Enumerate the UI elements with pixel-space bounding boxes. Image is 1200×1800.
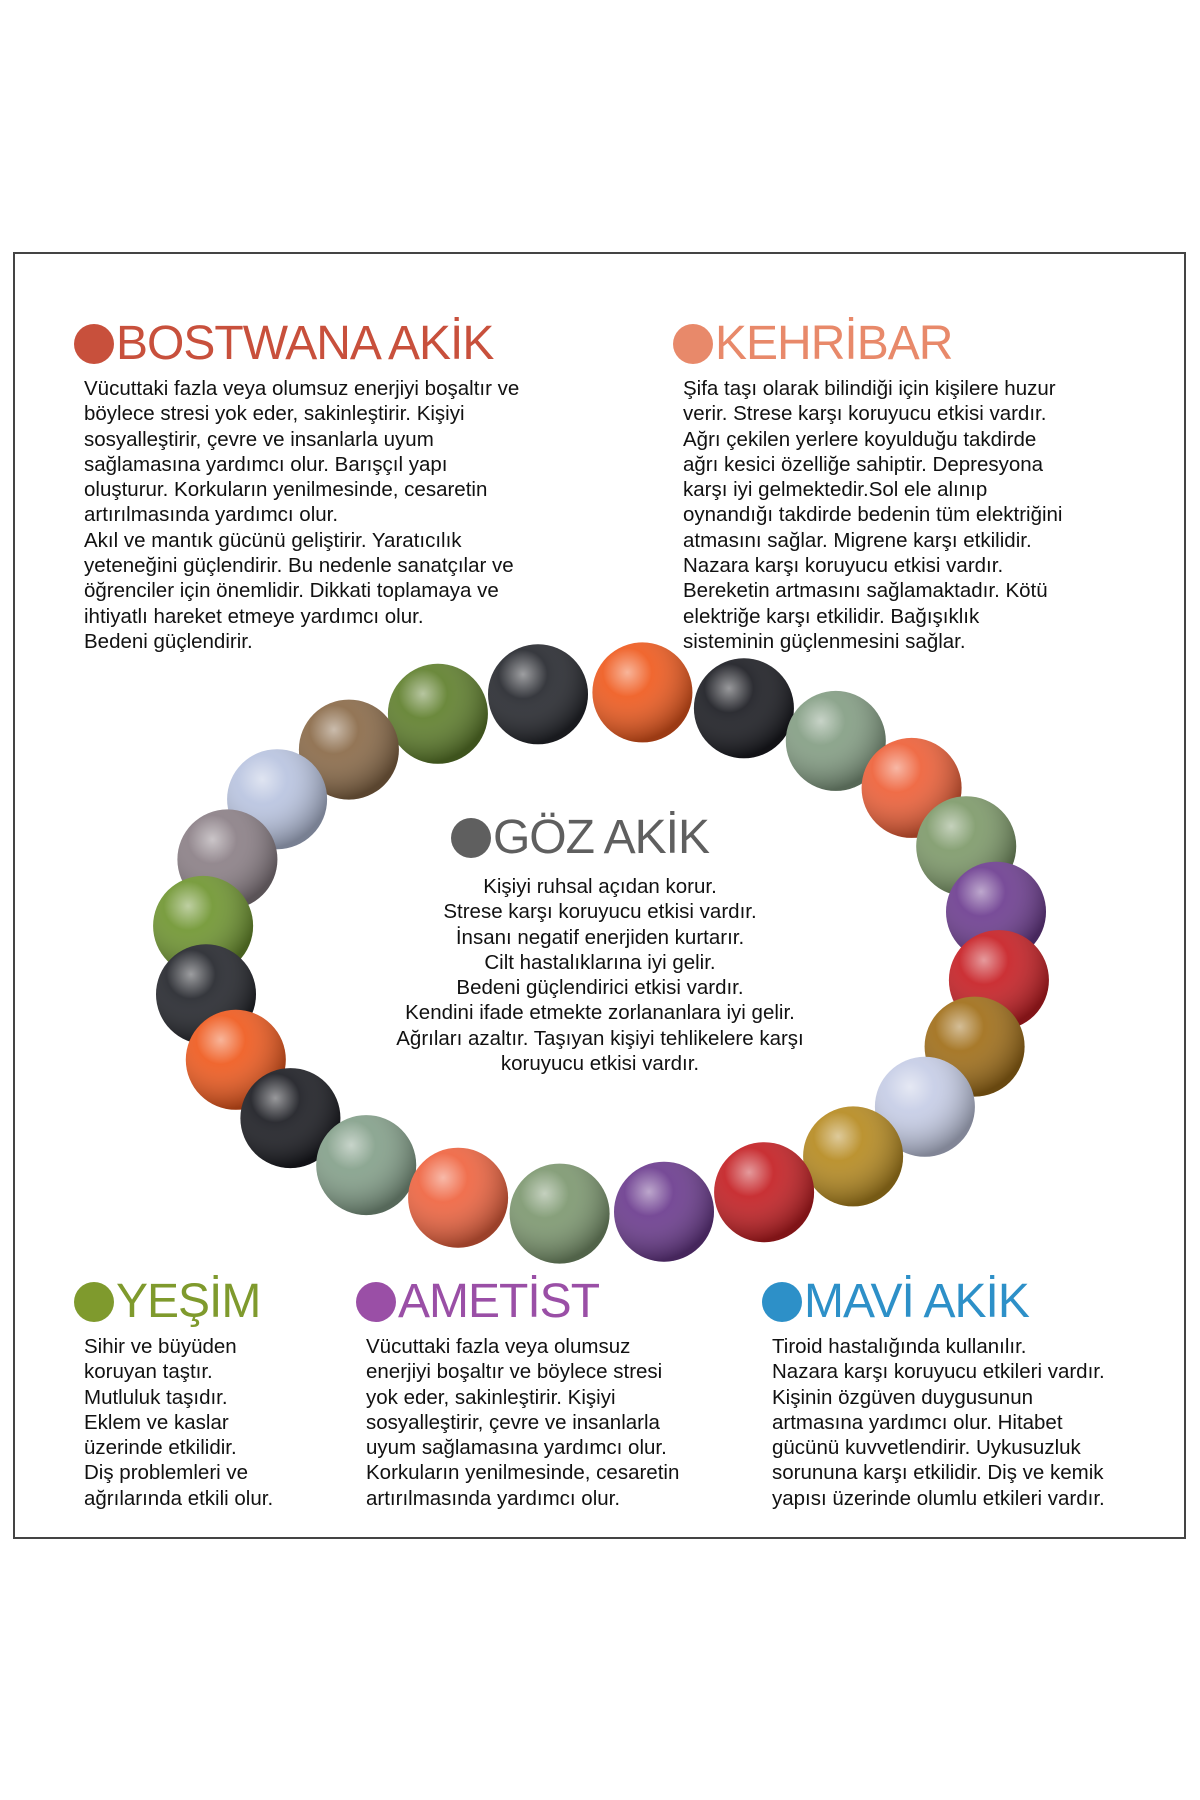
bead-shine xyxy=(510,1164,610,1264)
description-line: enerjiyi boşaltır ve böylece stresi xyxy=(366,1360,663,1384)
description-line: Kendini ifade etmekte zorlananlara iyi gelir. xyxy=(405,1001,795,1025)
bead-shine xyxy=(803,1106,903,1206)
description-line: yapısı üzerinde olumlu etkileri vardır. xyxy=(772,1486,1105,1510)
description-line: koruyucu etkisi vardır. xyxy=(500,1052,700,1076)
circle-bullet-icon xyxy=(356,1282,396,1322)
description-line: sisteminin güçlenmesini sağlar. xyxy=(683,629,966,653)
title-text: KEHRİBAR xyxy=(715,317,953,370)
description-line: Sihir ve büyüden xyxy=(84,1335,237,1358)
description-line: Eklem ve kaslar xyxy=(84,1410,229,1434)
bead-shine xyxy=(388,664,488,764)
title-text: GÖZ AKİK xyxy=(492,811,710,864)
description-line: sosyalleştirir, çevre ve insanlarla xyxy=(366,1410,660,1434)
description-line: ağrılarında etkili olur. xyxy=(84,1486,274,1510)
description-line: atmasını sağlar. Migrene karşı etkilidir. xyxy=(683,528,1032,552)
description-line: Nazara karşı koruyucu etkileri vardır. xyxy=(772,1360,1105,1384)
section-description xyxy=(74,376,594,654)
description-line: oynandığı takdirde bedenin tüm elektriğini xyxy=(683,503,1063,527)
section-title xyxy=(290,812,870,864)
description-line: Cilt hastalıklarına iyi gelir. xyxy=(484,950,716,974)
description-line: oluşturur. Korkuların yenilmesinde, cesaretin xyxy=(84,478,488,502)
description-line: uyum sağlamasına yardımcı olur. xyxy=(366,1436,667,1460)
section-description xyxy=(330,874,870,1076)
description-line: Vücuttaki fazla veya olumsuz enerjiyi boşaltır ve xyxy=(84,377,520,400)
description-line: artırılmasında yardımcı olur. xyxy=(366,1486,621,1510)
description-line: İnsanı negatif enerjiden kurtarır. xyxy=(455,925,745,949)
section-title xyxy=(356,1276,736,1328)
description-line: Kişinin özgüven duygusunun xyxy=(772,1385,1033,1409)
title-text: MAVİ AKİK xyxy=(804,1275,1029,1328)
description-line: sağlamasına yardımcı olur. Barışçıl yapı xyxy=(84,452,448,476)
circle-bullet-icon xyxy=(673,324,713,364)
bead-shine xyxy=(714,1142,814,1242)
circle-bullet-icon xyxy=(74,324,114,364)
description-line: Diş problemleri ve xyxy=(84,1461,249,1485)
section-ametist xyxy=(356,1276,736,1511)
section-kehribar xyxy=(673,318,1143,654)
description-line: Mutluluk taşıdır. xyxy=(84,1385,228,1409)
title-text: AMETİST xyxy=(398,1275,600,1328)
circle-bullet-icon xyxy=(74,1282,114,1322)
description-line: Bereketin artmasını sağlamaktadır. Kötü xyxy=(683,579,1048,603)
description-line: Vücuttaki fazla veya olumsuz xyxy=(366,1335,631,1358)
description-line: verir. Strese karşı koruyucu etkisi vardır. xyxy=(683,402,1047,426)
section-yesim xyxy=(74,1276,344,1511)
section-mavi-akik xyxy=(762,1276,1177,1511)
description-line: Şifa taşı olarak bilindiği için kişilere huzur xyxy=(683,377,1056,400)
section-description xyxy=(762,1334,1177,1511)
circle-bullet-icon xyxy=(762,1282,802,1322)
description-line: Ağrıları azaltır. Taşıyan kişiyi tehlikelere karşı xyxy=(396,1026,804,1050)
description-line: sosyalleştirir, çevre ve insanlarla uyum xyxy=(84,427,434,451)
circle-bullet-icon xyxy=(451,818,491,858)
bead-shine xyxy=(316,1115,416,1215)
description-line: karşı iyi gelmektedir.Sol ele alınıp xyxy=(683,478,988,502)
section-title xyxy=(762,1276,1177,1328)
section-description xyxy=(74,1334,344,1511)
title-text: YEŞİM xyxy=(116,1275,261,1328)
section-bostwana-akik xyxy=(74,318,594,654)
description-line: koruyan taştır. xyxy=(84,1360,213,1384)
description-line: Kişiyi ruhsal açıdan korur. xyxy=(483,875,717,898)
description-line: üzerinde etkilidir. xyxy=(84,1436,237,1460)
description-line: Bedeni güçlendirici etkisi vardır. xyxy=(456,976,744,1000)
description-line: sorununa karşı etkilidir. Diş ve kemik xyxy=(772,1461,1104,1485)
description-line: yok eder, sakinleştirir. Kişiyi xyxy=(366,1385,616,1409)
description-line: Akıl ve mantık gücünü geliştirir. Yaratıcılık xyxy=(84,528,462,552)
description-line: Strese karşı koruyucu etkisi vardır. xyxy=(443,900,757,924)
section-goz-akik xyxy=(330,812,870,1076)
description-line: gücünü kuvvetlendirir. Uykusuzluk xyxy=(772,1436,1081,1460)
description-line: artmasına yardımcı olur. Hitabet xyxy=(772,1410,1063,1434)
description-line: Nazara karşı koruyucu etkisi vardır. xyxy=(683,554,1004,578)
bead-shine xyxy=(614,1162,714,1262)
description-line: ihtiyatlı hareket etmeye yardımcı olur. xyxy=(84,604,424,628)
description-line: Korkuların yenilmesinde, cesaretin xyxy=(366,1461,680,1485)
section-title xyxy=(74,1276,344,1328)
section-title xyxy=(673,318,1143,370)
description-line: Tiroid hastalığında kullanılır. xyxy=(772,1335,1027,1358)
title-text: BOSTWANA AKİK xyxy=(116,317,494,370)
section-description xyxy=(673,376,1143,654)
bead-shine xyxy=(408,1148,508,1248)
description-line: yeteneğini güçlendirir. Bu nedenle sanatçılar ve xyxy=(84,554,514,578)
section-description xyxy=(356,1334,736,1511)
description-line: Ağrı çekilen yerlere koyulduğu takdirde xyxy=(683,427,1037,451)
description-line: artırılmasında yardımcı olur. xyxy=(84,503,339,527)
description-line: elektriğe karşı etkilidir. Bağışıklık xyxy=(683,604,980,628)
bead-shine xyxy=(592,642,692,742)
description-line: ağrı kesici özelliğe sahiptir. Depresyona xyxy=(683,452,1044,476)
description-line: öğrenciler için önemlidir. Dikkati toplamaya ve xyxy=(84,579,499,603)
bead-shine xyxy=(488,644,588,744)
bead-shine xyxy=(694,658,794,758)
section-title xyxy=(74,318,594,370)
description-line: böylece stresi yok eder, sakinleştirir. Kişiyi xyxy=(84,402,465,426)
description-line: Bedeni güçlendirir. xyxy=(84,629,253,653)
